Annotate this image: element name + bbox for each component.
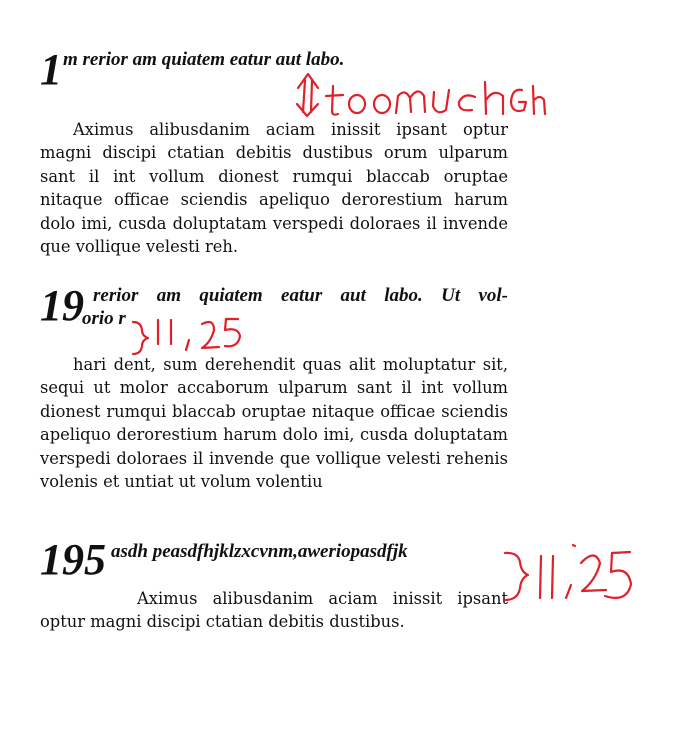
section-3-body-text: Aximus alibusdanim aciam inissit ipsant optur magni discipi ctatian debitis dustibus. [40, 589, 508, 632]
section-1-heading [40, 45, 510, 94]
section-2-title-line2: orio r [82, 308, 126, 329]
section-1-body [40, 118, 508, 258]
section-2-heading [40, 282, 510, 332]
section-2-body [40, 353, 508, 493]
section-3-number: 195 [40, 535, 106, 584]
spacing-annotation-2 [505, 545, 631, 600]
section-3-heading [40, 535, 510, 584]
section-3-body [40, 587, 508, 634]
section-1-number: 1 [40, 45, 62, 94]
section-1-body-text: Aximus alibusdanim aciam inissit ipsant optur magni discipi ctatian debitis dustibus orum ulparum sant il int vollum dionest rumqui blaccab oruptae nitaque officae sciendis apeliquo derorestium harum dolo imi, cusda doluptatam verspedi doloraes il invende que vollique velesti reh. [40, 120, 508, 257]
section-1-title: m rerior am quiatem eatur aut labo. [63, 49, 345, 70]
section-2-number: 19 [40, 281, 84, 330]
section-2-body-text: hari dent, sum derehendit quas alit moluptatur sit, sequi ut molor accaborum ulparum sant il int vollum dionest rumqui blaccab oruptae nitaque officae sciendis apeliquo derorestium harum dolo imi, cusda doluptatam verspedi doloraes il invende que vollique velesti rehenis volenis et untiat ut volum volentiu [40, 355, 508, 492]
section-2-title-line1: rerior am quiatem eatur aut labo. Ut vol- [93, 285, 508, 306]
section-3-title: asdh peasdfhjklzxcvnm,aweriopasdfjk [111, 541, 408, 562]
